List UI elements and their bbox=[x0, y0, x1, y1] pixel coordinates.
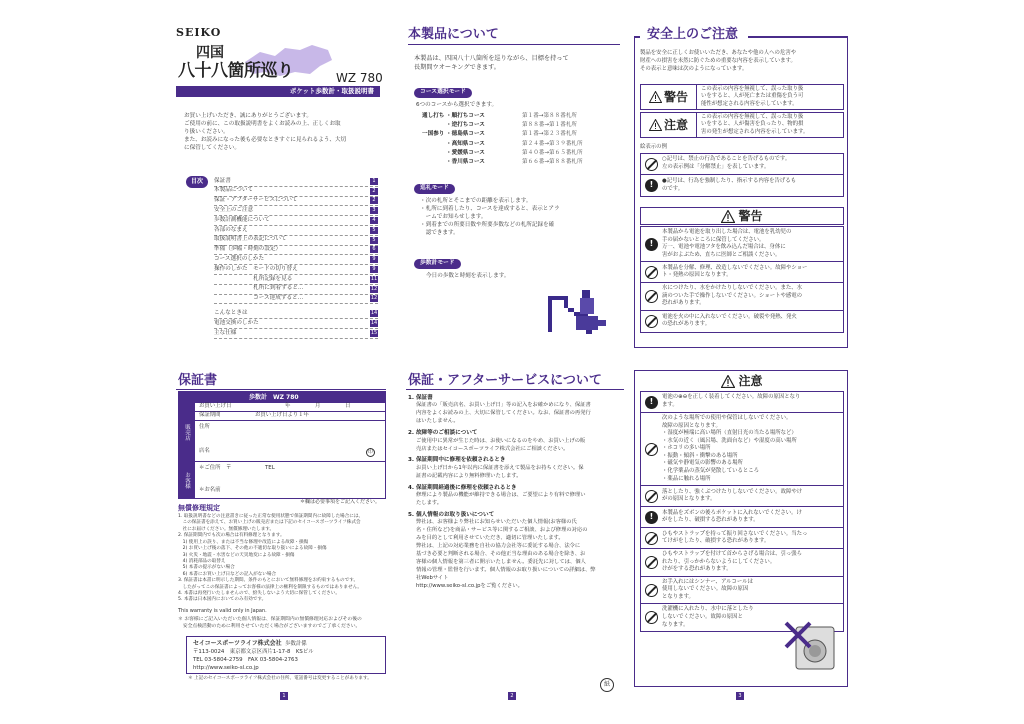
service-body: 修理により製品の機能が維持できる場合は、ご要望により有料で修理い bbox=[416, 492, 586, 499]
service-body: たします。 bbox=[416, 500, 443, 507]
prohibited-icon bbox=[645, 443, 658, 456]
course-group bbox=[422, 158, 446, 167]
toc-page: 4 bbox=[370, 217, 378, 224]
shop-label: 店名 bbox=[199, 448, 210, 454]
free-repair-line: 5. 本書は日本国内においてのみ有効です。 bbox=[178, 597, 267, 603]
course-range: 第８８番→第１番札所 bbox=[522, 122, 578, 129]
service-body: 基づき必要と判断される場合、その他正当な理由のある場合を除き、お bbox=[416, 551, 586, 558]
service-underline bbox=[406, 389, 624, 390]
caution-header-word: 注意 bbox=[738, 374, 763, 389]
toc-label: 本製品について bbox=[214, 187, 254, 194]
toc-page: 9 bbox=[370, 256, 378, 263]
toc-row bbox=[214, 197, 378, 207]
page-number-3: 3 bbox=[736, 692, 744, 700]
caution-word: 注意 bbox=[663, 117, 688, 132]
warning-text: 本製品を分解、修理、改造しないでください。故障やショー ト・発熱の原因となります。 bbox=[662, 264, 808, 279]
free-repair-line: 2) お買い上げ後の落下、その他の不適切な取り扱いによる故障・損傷 bbox=[178, 546, 327, 552]
caution-item bbox=[641, 486, 843, 507]
service-heading: 5. 個人情報のお取り扱いについて bbox=[408, 512, 495, 518]
company-address: 〒113-0024 東京都文京区西片1-17-8 KSビル bbox=[193, 649, 314, 656]
service-item bbox=[408, 456, 624, 480]
service-list bbox=[408, 394, 624, 594]
toc-label: 保証・アフターサービスについて bbox=[214, 197, 298, 204]
toc-page: 5 bbox=[370, 237, 378, 244]
brand-logo: SEIKO bbox=[176, 26, 222, 39]
company-phone: TEL 03-5804-2759 FAX 03-5804-2763 bbox=[193, 657, 298, 664]
toc-label: 各部のなまえ bbox=[214, 226, 248, 233]
service-item bbox=[408, 429, 624, 453]
pedometer-mode-label: 歩数計モード bbox=[414, 259, 461, 269]
caution-item bbox=[641, 528, 843, 549]
caution-item bbox=[641, 507, 843, 528]
warranty-title: 保証書 bbox=[178, 373, 218, 388]
toc-label: 安全上のご注意 bbox=[214, 207, 254, 214]
toc-page: 12 bbox=[370, 295, 378, 302]
course-group bbox=[422, 140, 446, 149]
prohibited-icon bbox=[645, 290, 658, 303]
prohibited-icon bbox=[645, 315, 658, 328]
course-row bbox=[422, 140, 622, 149]
toc-page: 14 bbox=[370, 310, 378, 317]
subtitle-bar: ポケット歩数計・取扱説明書 bbox=[176, 86, 380, 97]
toc-label: 主な仕様 bbox=[214, 329, 237, 336]
caution-list bbox=[640, 391, 844, 632]
toc-label: 操作のしかた モードの切り替え bbox=[214, 265, 298, 272]
free-repair-line: 6) 本書にお買い上げ日などの記入がない場合 bbox=[178, 571, 277, 577]
mandatory-icon: ! bbox=[645, 396, 658, 409]
caution-text: ひもやストラップを付けて首からさげる場合は、引っ張ら れたり、引っかからないようにしてください。 けがをする恐れがあります。 bbox=[662, 551, 803, 573]
service-body: 弊社は、上記の対応業務を自社の協力会社等に委託する場合、法令に bbox=[416, 543, 581, 550]
course-name: ・逆打ちコース bbox=[446, 122, 485, 129]
prohibited-icon bbox=[645, 584, 658, 597]
warning-item bbox=[641, 227, 843, 262]
service-body: 社Webサイト bbox=[416, 574, 449, 581]
service-body: はいたしません。 bbox=[416, 418, 459, 425]
service-body: 情報の管理・監督を行います。個人情報のお取り扱いについての詳細は、弊 bbox=[416, 567, 596, 574]
toc-label: 歩数計測機能について bbox=[214, 216, 270, 223]
company-box bbox=[186, 636, 386, 674]
toc-row bbox=[214, 329, 378, 339]
free-repair-line: この保証書を添えて、お買い上げの販売店または下記のセイコースポーツライフ株式会 bbox=[178, 520, 361, 526]
free-repair-line: 社にお届けください。無償修理いたします。 bbox=[178, 526, 275, 532]
course-range: 第１番→第８８番札所 bbox=[522, 113, 578, 119]
course-range: 第２４番→第３９番札所 bbox=[522, 140, 583, 147]
free-repair-line: 1. 取扱説明書などの注意書きに従った正常な使用状態で保証期間内に故障した場合には、 bbox=[178, 514, 364, 519]
warning-section-header bbox=[640, 207, 844, 225]
warranty-period-label: 保証期間 bbox=[199, 412, 221, 418]
service-item bbox=[408, 484, 624, 508]
toc-page: 2 bbox=[370, 197, 378, 204]
page-number-1: 1 bbox=[280, 692, 288, 700]
prohibited-icon bbox=[645, 266, 658, 279]
warranty-period: お買い上げ日より１年 bbox=[255, 412, 309, 418]
toc-row bbox=[214, 226, 378, 236]
logo-line-1: 四国 bbox=[196, 45, 224, 61]
course-name: ・順打ちコース bbox=[446, 113, 485, 119]
toc-row bbox=[214, 177, 378, 187]
course-group: 通し打ち bbox=[422, 113, 445, 119]
month-label: 月 bbox=[315, 403, 321, 409]
course-name: ・愛媛県コース bbox=[446, 149, 485, 156]
toc-row bbox=[214, 246, 378, 256]
toc-row bbox=[214, 187, 378, 197]
caution-item bbox=[641, 577, 843, 605]
toc-label: 電池交換のしかた bbox=[214, 319, 259, 326]
free-repair-line: したがってこの保証書によってお客様の法律上の権利を制限するものではありません。 bbox=[178, 584, 363, 590]
tel-label: TEL bbox=[265, 465, 275, 471]
caution-text: 電池の⊕⊖を正しく装着してください。故障の原因となり ます。 bbox=[662, 394, 801, 408]
model-number: WZ 780 bbox=[336, 71, 383, 85]
service-heading: 3. 保証期間中に修理を依頼されるとき bbox=[408, 457, 506, 464]
safety-top-line bbox=[634, 36, 640, 38]
about-text: 本製品は、四国八十八箇所を巡りながら、目標を持って 長期間ウオーキングできます。 bbox=[414, 55, 569, 71]
caution-triangle-icon bbox=[721, 375, 735, 388]
service-title: 保証・アフターサービスについて bbox=[408, 373, 602, 388]
toc-page: 6 bbox=[370, 246, 378, 253]
recycle-paper-mark: 紙 bbox=[600, 678, 614, 692]
toc-row bbox=[214, 295, 378, 305]
service-item bbox=[408, 511, 624, 591]
pedometer-mode-text: 今日の歩数と時刻を表示します。 bbox=[426, 273, 510, 279]
course-group bbox=[422, 121, 446, 130]
prohibited-icon bbox=[645, 611, 658, 624]
service-body: 客様の個人情報を第三者に開示いたしません。委託先に対しては、個人 bbox=[416, 559, 586, 566]
company-url[interactable]: http://www.seiko-sl.co.jp bbox=[193, 665, 259, 672]
caution-text: 洗濯機に入れたり、水中に落としたり しないでください。故障の原因と なります。 bbox=[662, 606, 754, 628]
toc-row bbox=[214, 206, 378, 216]
caution-item bbox=[641, 413, 843, 486]
free-repair-line: 4. 本書は再発行いたしませんので、紛失しないよう大切に保管してください。 bbox=[178, 591, 340, 597]
symbol-examples-label: 絵表示の例 bbox=[640, 144, 667, 150]
free-repair-line: 3) 火災・地震・水害などの天災地変による故障・損傷 bbox=[178, 552, 295, 558]
required-note: ＊欄は必要事項をご記入ください。 bbox=[300, 499, 381, 505]
service-body: みを目的として利用させていただき、適切に管理いたします。 bbox=[416, 535, 564, 542]
purchase-date-label: お買い上げ日 bbox=[199, 403, 232, 409]
shop-vertical-label: 販売店 bbox=[179, 403, 195, 461]
safety-title: 安全上のご注意 bbox=[644, 26, 741, 44]
service-heading: 2. 故障等のご相談について bbox=[408, 430, 478, 437]
mandatory-icon: ! bbox=[645, 238, 658, 251]
service-body: 証書の記載内容により無料修理いたします。 bbox=[416, 472, 522, 479]
toc-row bbox=[214, 236, 378, 246]
privacy-note: ＊ お客様にご記入いただいた個人情報は、保証期間内の無償修理対応およびその後の 安全点検活動のために利用させていただく場合がございますのでご了承ください。 bbox=[178, 617, 362, 629]
seal-mark: 印 bbox=[367, 449, 373, 455]
toc-label: コース選択のしかた bbox=[214, 256, 265, 262]
junrei-mode-text: ・次の札所とそこまでの距離を表示します。 ・札所に到着したり、コースを達成すると、表示とアラ ームでお知らせします。 ・到着までの所要日数や所要歩数などの札所記録を確 認できます。 bbox=[420, 198, 560, 237]
toc-page: 5 bbox=[370, 227, 378, 234]
service-item bbox=[408, 394, 624, 426]
course-select-label: コース選択モード bbox=[414, 88, 472, 98]
caution-triangle-icon bbox=[649, 119, 662, 131]
free-repair-line: 3. 保証書は本書に明示した期間、条件のもとにおいて無料修理をお約束するものです。 bbox=[178, 578, 359, 584]
warning-text: 電池を火の中に入れないでください。破裂や発熱、発火 の恐れがあります。 bbox=[662, 313, 797, 328]
service-body: 保証書の「販売店名、お買い上げ日」等の記入をお確かめになり、保証書 bbox=[416, 402, 591, 409]
safety-top-line-right bbox=[748, 36, 848, 38]
warning-triangle-icon bbox=[721, 210, 735, 223]
course-range: 第４０番→第６５番札所 bbox=[522, 149, 583, 156]
page-number-2: 2 bbox=[508, 692, 516, 700]
symbol-examples: ○記号は、禁止の行為であることを告げるものです。 左の表示例は「分解禁止」を表しています。 ! ●記号は、行為を強制したり、指示する内容を告げるも のです。 bbox=[640, 153, 844, 197]
service-body: 弊社は、お客様より弊社にお知らせいただいた個人情報(お客様の氏 bbox=[416, 519, 577, 526]
toc-label: 保証書 bbox=[214, 177, 231, 184]
course-name: ・高知県コース bbox=[446, 140, 485, 147]
prohibited-icon bbox=[645, 490, 658, 503]
address-label: 住所 bbox=[199, 424, 210, 430]
toc-page: 1 bbox=[370, 178, 378, 185]
course-row bbox=[422, 121, 622, 130]
caution-definition: 注意 この表示の内容を無視して、誤った取り扱 いをすると、人が傷害を負ったり、物的損 害の発生が想定される内容を示しています。 bbox=[640, 112, 844, 138]
caution-text: お手入れにはシンナー、アルコールは 使用しないでください。故障の原因 となります。 bbox=[662, 578, 753, 600]
toc-label: 取扱説明書上の表記について bbox=[214, 236, 287, 243]
warning-text: 本製品から電池を取り出した場合は、電池を乳幼児の 手の届かないところに保管してください。 万一、電池や電池フタを飲み込んだ場合は、身体に 害がおよぶため、直ちに医師とご相談ください。 bbox=[662, 229, 792, 258]
mandatory-icon: ! bbox=[645, 179, 658, 192]
toc-label: 札所記録を見る bbox=[214, 275, 293, 282]
free-repair-line: 5) 本書の提示がない場合 bbox=[178, 565, 235, 571]
warning-text: 水につけたり、水をかけたりしないでください。また、水 滴のついた手で操作しないでください。ショートや感電の 恐れがあります。 bbox=[662, 285, 803, 307]
course-row bbox=[422, 149, 622, 158]
day-label: 日 bbox=[345, 403, 351, 409]
service-body: 名・住所など)を商品・サービス等に関するご相談、および修理の対応の bbox=[416, 527, 588, 534]
toc-page: 3 bbox=[370, 207, 378, 214]
course-range: 第１番→第２３番札所 bbox=[522, 131, 578, 138]
warranty-underline bbox=[176, 389, 386, 390]
warning-item bbox=[641, 311, 843, 332]
free-repair-line: 1) 使用上の誤り、または不当な修理や改造による故障・損傷 bbox=[178, 539, 309, 545]
intro-text: お買い上げいただき、誠にありがとうございます。 ご使用の前に、この取扱説明書をよくお読みの上、正しくお取 り扱いください。 また、お読みになった後も必要なときすぐに見られるよう、大切 に保管してください。 bbox=[184, 113, 347, 152]
course-group: 一国参り bbox=[422, 131, 445, 138]
warning-list bbox=[640, 226, 844, 333]
prohibited-icon bbox=[645, 556, 658, 569]
course-name: ・香川県コース bbox=[446, 159, 485, 166]
warranty-product: 歩数計 WZ 780 bbox=[179, 392, 385, 403]
service-body: 内容をよくお読みの上、大切に保管してください。なお、保証書の再発行 bbox=[416, 410, 591, 417]
toc-row bbox=[214, 255, 378, 265]
toc-label: 準備（歩幅・時刻の設定） bbox=[214, 246, 282, 253]
service-body: 売店またはセイコースポーツライフ株式会社にご相談ください。 bbox=[416, 445, 569, 452]
course-name: ・徳島県コース bbox=[446, 131, 485, 138]
logo-line-2: 八十八箇所巡り bbox=[178, 61, 294, 81]
toc-page: 15 bbox=[370, 329, 378, 336]
free-repair-line: 2. 保証期間内でも次の場合は有料修理となります。 bbox=[178, 533, 285, 539]
customer-name-label: ＊お名前 bbox=[199, 487, 221, 493]
service-heading: 4. 保証期間経過後に修理を依頼されるとき bbox=[408, 484, 517, 491]
toc-page: 11 bbox=[370, 275, 378, 282]
course-list bbox=[422, 112, 622, 167]
toc-row bbox=[214, 275, 378, 285]
about-underline bbox=[408, 44, 620, 45]
toc-label: こんなときは bbox=[214, 309, 248, 316]
free-repair-terms bbox=[178, 514, 388, 604]
course-row bbox=[422, 112, 622, 121]
prohibited-icon bbox=[645, 532, 658, 545]
warranty-card bbox=[178, 391, 386, 499]
toc-label: 札所に到着すると… bbox=[214, 285, 304, 292]
warranty-valid-note: This warranty is valid only in Japan. bbox=[178, 608, 267, 614]
toc-row bbox=[214, 265, 378, 275]
course-intro: 6つのコースから選択できます。 bbox=[416, 102, 498, 108]
course-range: 第６６番→第８８番札所 bbox=[522, 159, 583, 166]
year-label: 年 bbox=[285, 403, 291, 409]
junrei-mode-label: 巡礼モード bbox=[414, 184, 455, 194]
warning-item bbox=[641, 262, 843, 283]
caution-item bbox=[641, 392, 843, 413]
pilgrim-pixel-art bbox=[546, 290, 612, 336]
toc-row bbox=[214, 319, 378, 329]
warning-triangle-icon bbox=[649, 91, 662, 103]
warning-definition: 警告 この表示の内容を無視して、誤った取り扱 いをすると、人が死亡または重傷を負う可 能性が想定される内容を示しています。 bbox=[640, 84, 844, 110]
toc-label: 目次 bbox=[186, 176, 208, 188]
company-name: セイコースポーツライフ株式会社 bbox=[193, 640, 282, 647]
toc-page: 9 bbox=[370, 266, 378, 273]
table-of-contents bbox=[214, 177, 378, 339]
free-repair-title: 無償修理規定 bbox=[178, 504, 220, 512]
toc-row bbox=[214, 309, 378, 319]
warning-item bbox=[641, 283, 843, 311]
warning-header-word: 警告 bbox=[738, 208, 763, 223]
toc-row bbox=[214, 285, 378, 295]
safety-intro: 製品を安全に正しくお使いいただき、あなたや他の人への危害や 財産への損害を未然に防ぐための重要な内容を表示しています。 その表示と意味は次のようになっています。 bbox=[640, 50, 797, 72]
prohibited-icon bbox=[645, 158, 658, 171]
service-body: http://www.seiko-sl.co.jpをご覧ください。 bbox=[416, 582, 523, 589]
course-row bbox=[422, 130, 622, 139]
service-body: ご使用中に異常が生じた時は、お使いになるのをやめ、お買い上げの販 bbox=[416, 437, 586, 444]
caution-section-header bbox=[640, 373, 844, 390]
company-dept: 歩数計係 bbox=[285, 641, 307, 647]
toc-row bbox=[214, 216, 378, 226]
toc-page: 14 bbox=[370, 320, 378, 327]
caution-text: 本製品をズボンの後ろポケットに入れないでください。け がをしたり、破損する恐れがあります。 bbox=[662, 509, 802, 524]
caution-item bbox=[641, 549, 843, 577]
footnote: ＊ 上記のセイコースポーツライフ株式会社の住所、電話番号は変更することがあります。 bbox=[188, 676, 372, 681]
free-repair-line: 4) 消耗部品の取替え bbox=[178, 558, 226, 564]
washing-machine-illustration bbox=[782, 619, 838, 671]
caution-text: ひもやストラップを持って振り回さないでください。当たっ てけがをしたり、破損する恐れがあります。 bbox=[662, 530, 808, 545]
about-title: 本製品について bbox=[408, 27, 499, 42]
toc-label: コース達成すると… bbox=[214, 295, 304, 302]
warning-word: 警告 bbox=[663, 89, 688, 104]
caution-text: 落としたり、強くぶつけたりしないでください。故障やけ がの原因となります。 bbox=[662, 488, 803, 503]
toc-page: 2 bbox=[370, 188, 378, 195]
service-body: お買い上げ日から1年以内に保証書を添えて製品をお持ちください。保 bbox=[416, 464, 584, 471]
toc-page: 12 bbox=[370, 285, 378, 292]
mandatory-icon: ! bbox=[645, 511, 658, 524]
service-heading: 1. 保証書 bbox=[408, 395, 433, 401]
course-row bbox=[422, 158, 622, 167]
course-group bbox=[422, 149, 446, 158]
customer-vertical-label: お客様 bbox=[179, 461, 195, 499]
caution-text: 次のような場所での使用や保管はしないでください。 故障の原因となります。 ・湿度が極端に高い場所（直射日光の当たる場所など） ・水気の近く（風呂場、洗面台など）や湿度の高い場所 ・ホコリの多い場所 ・振動・傾斜・衝撃のある場所 ・磁気や静電気の影響のある場所 ・化学薬品の蒸気が発散しているところ ・薬品に触れる場所 bbox=[662, 415, 797, 482]
customer-address-label: ＊ご住所 〒 bbox=[199, 465, 232, 471]
